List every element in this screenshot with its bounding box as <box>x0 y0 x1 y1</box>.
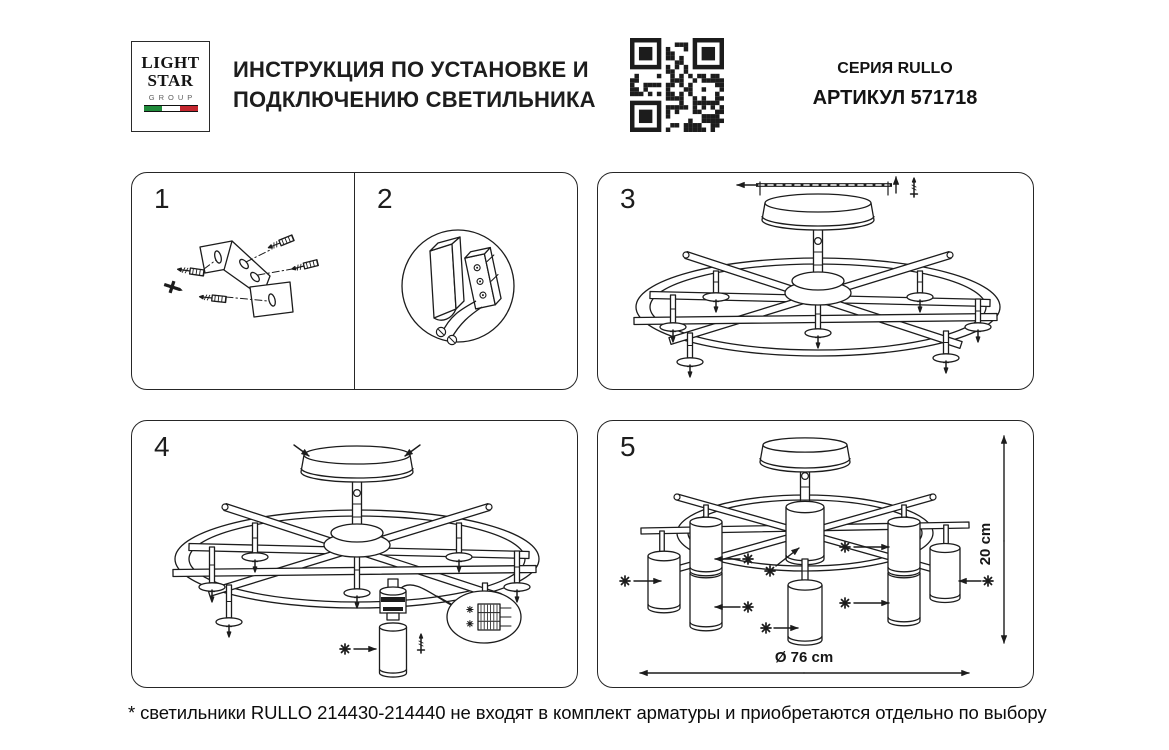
panel-step-5 <box>597 420 1034 688</box>
height-dimension <box>1001 436 1007 643</box>
wall-anchor <box>177 266 204 276</box>
central-hub <box>324 524 390 557</box>
wall-anchor <box>267 235 294 250</box>
step-number-1: 1 <box>154 183 170 214</box>
flag-green <box>144 106 162 111</box>
mounting-bracket <box>200 241 293 317</box>
italy-flag <box>144 105 198 112</box>
footnote-asterisk <box>620 576 630 586</box>
ceiling-mount-bar <box>737 177 899 195</box>
footnote-asterisk <box>743 602 753 612</box>
footnote-asterisk <box>765 566 775 576</box>
wall-anchor <box>199 294 226 303</box>
footnote-text: * светильники RULLO 214430-214440 не входят в комплект арматуры и приобретаются отдельно по выбору <box>128 702 1047 723</box>
page-title-line1: ИНСТРУКЦИЯ ПО УСТАНОВКЕ И <box>233 57 589 82</box>
footnote-asterisk <box>467 606 473 612</box>
flag-white <box>162 106 180 111</box>
lamp-socket <box>380 587 406 620</box>
product-info <box>780 60 1010 110</box>
wiring-detail-callout <box>437 591 521 643</box>
page-title <box>233 55 596 115</box>
screw-icon <box>911 178 918 197</box>
central-hub <box>785 272 851 305</box>
ceiling-canopy <box>762 194 874 230</box>
screw-icon <box>163 279 185 296</box>
series-label: СЕРИЯ RULLO <box>837 60 953 77</box>
footnote-asterisk <box>340 644 350 654</box>
step-number-4: 4 <box>154 431 170 462</box>
step5-diagram-assembled <box>598 421 1032 686</box>
brand-logo <box>131 41 210 132</box>
footnote-asterisk <box>743 554 753 564</box>
ceiling-canopy <box>760 438 850 472</box>
logo-light-text: LIGHT <box>141 53 200 72</box>
footnote-asterisk <box>467 621 473 627</box>
footnote-asterisk <box>983 576 993 586</box>
step-number-3: 3 <box>620 183 636 214</box>
step-number-5: 5 <box>620 431 636 462</box>
panel-step-4 <box>131 420 578 688</box>
article-label: АРТИКУЛ 571718 <box>812 87 978 109</box>
step4-diagram-lamp-mounting <box>132 421 576 686</box>
step-number-2: 2 <box>377 183 393 214</box>
panel-step-1-2 <box>131 172 578 390</box>
wall-anchor <box>291 260 318 272</box>
flag-red <box>180 106 198 111</box>
page-title-line2: ПОДКЛЮЧЕНИЮ СВЕТИЛЬНИКА <box>233 87 596 112</box>
height-dimension-label: 20 cm <box>977 522 994 566</box>
footnote-asterisk <box>840 542 850 552</box>
step3-diagram-frame <box>598 173 1032 388</box>
logo-group-text: GROUP <box>148 93 197 102</box>
diameter-dimension <box>640 670 969 676</box>
footnote-asterisk <box>840 598 850 608</box>
footnote-asterisk <box>761 623 771 633</box>
panel-step-3 <box>597 172 1034 390</box>
ceiling-canopy <box>301 446 413 482</box>
logo-star-text: STAR <box>147 71 194 90</box>
diameter-dimension-label: Ø 76 cm <box>774 649 834 666</box>
qr-code <box>630 38 724 132</box>
screw-icon <box>418 634 425 653</box>
